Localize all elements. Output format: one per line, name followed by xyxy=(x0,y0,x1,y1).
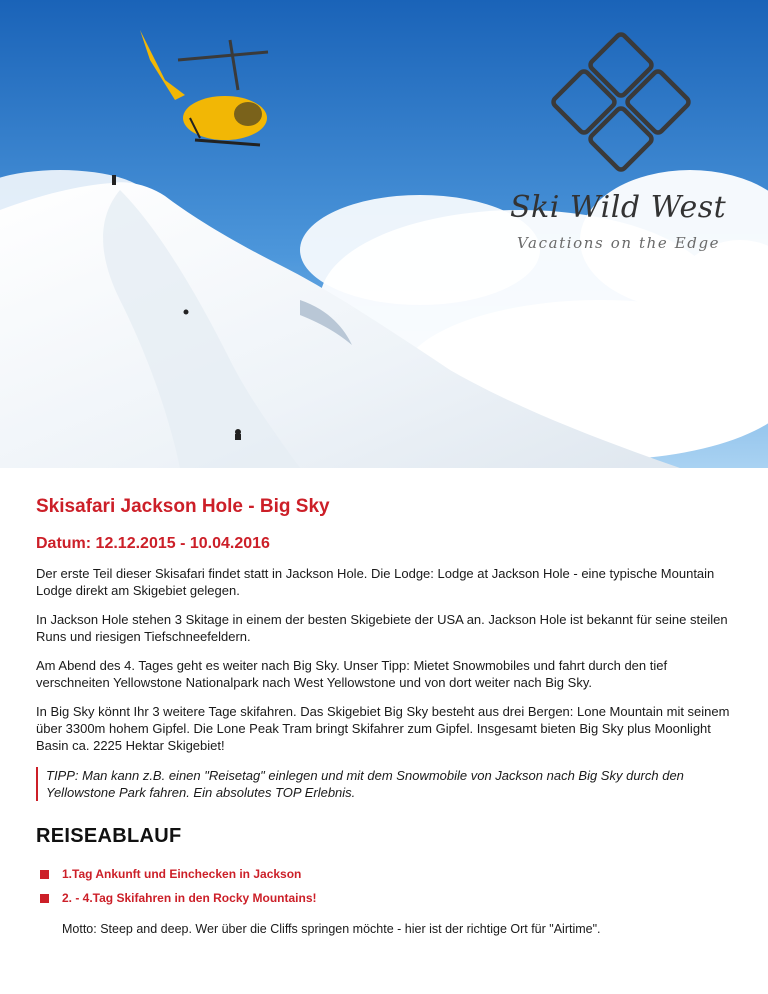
article-title: Skisafari Jackson Hole - Big Sky xyxy=(36,496,330,517)
brand-name: Ski Wild West xyxy=(510,190,727,225)
square-bullet-icon xyxy=(40,894,49,903)
schedule-list xyxy=(36,866,736,938)
schedule-item-desc: Motto: Steep and deep. Wer über die Cliffs springen möchte - hier ist der richtige Ort für "Airtime". xyxy=(62,922,601,936)
list-item xyxy=(36,866,736,883)
brand-tagline: Vacations on the Edge xyxy=(517,234,721,252)
schedule-heading: REISEABLAUF xyxy=(36,825,182,847)
paragraph: In Big Sky könnt Ihr 3 weitere Tage skifahren. Das Skigebiet Big Sky besteht aus drei Bergen: Lone Mountain mit seinem über 3300m hohem Gipfel. Die Lone Peak Tram bringt Skifahrer zum Gipfel. Insgesamt bieten Big Sky plus Moonlight Basin ca. 2225 Hektar Skigebiet! xyxy=(36,704,730,753)
schedule-item-title: 1.Tag Ankunft und Einchecken in Jackson xyxy=(62,867,302,881)
paragraph: In Jackson Hole stehen 3 Skitage in einem der besten Skigebiete der USA an. Jackson Hole ist bekannt für seine steilen Runs und riesigen Tiefschneefeldern. xyxy=(36,612,728,644)
list-item xyxy=(36,890,736,938)
hero-photo xyxy=(0,0,768,468)
article-body xyxy=(36,496,736,945)
paragraph: Am Abend des 4. Tages geht es weiter nach Big Sky. Unser Tipp: Mietet Snowmobiles und fahrt durch den tief verschneiten Yellowstone Nationalpark nach West Yellowstone und von dort weiter nach Big Sky. xyxy=(36,658,668,690)
tip-quote: TIPP: Man kann z.B. einen "Reisetag" einlegen und mit dem Snowmobile von Jackson nach Big Sky durch den Yellowstone Park fahren. Ein absolutes TOP Erlebnis. xyxy=(36,767,736,801)
square-bullet-icon xyxy=(40,870,49,879)
paragraph: Der erste Teil dieser Skisafari findet statt in Jackson Hole. Die Lodge: Lodge at Jackson Hole - eine typische Mountain Lodge direkt am Skigebiet gelegen. xyxy=(36,566,715,598)
article-date: Datum: 12.12.2015 - 10.04.2016 xyxy=(36,535,270,552)
schedule-item-title: 2. - 4.Tag Skifahren in den Rocky Mountains! xyxy=(62,891,317,905)
